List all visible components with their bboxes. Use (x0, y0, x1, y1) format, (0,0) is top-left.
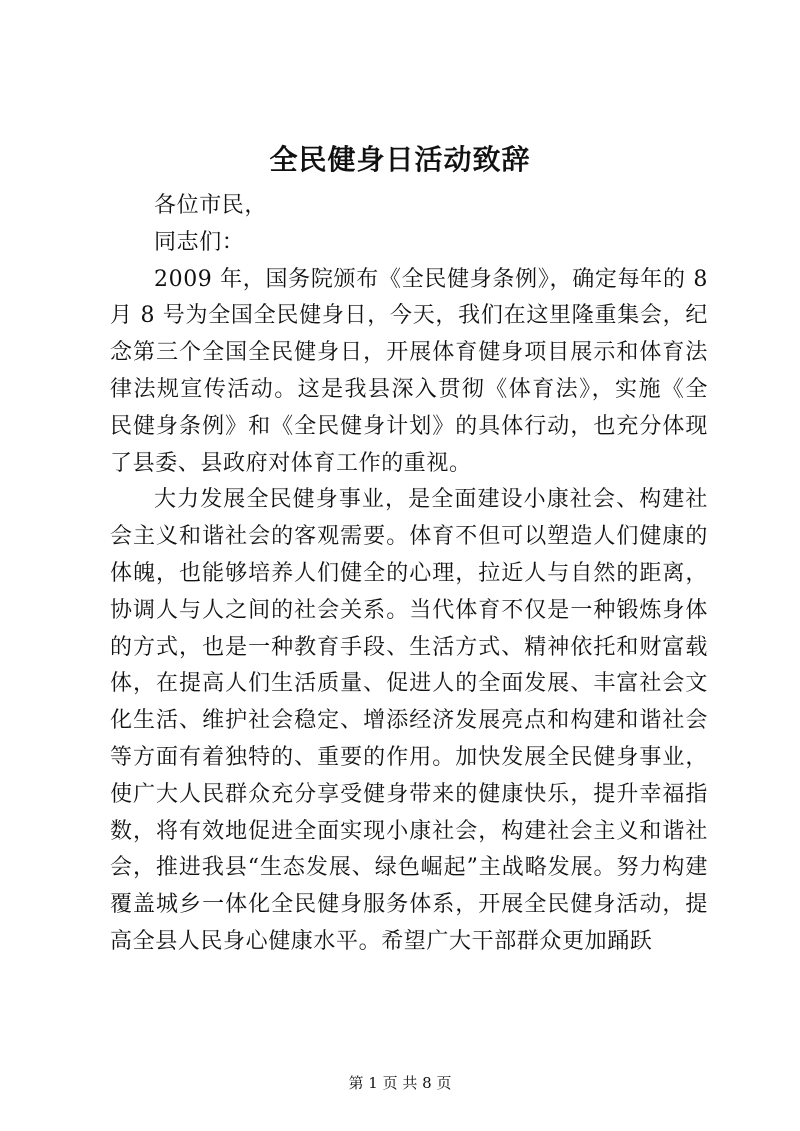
paragraph-2: 大力发展全民健身事业，是全面建设小康社会、构建社会主义和谐社会的客观需要。体育不但可以塑造人们健康的体魄，也能够培养人们健全的心理，拉近人与自然的距离，协调人与人之间的社会关系。当代体育不仅是一种锻炼身体的方式，也是一种教育手段、生活方式、精神依托和财富载体，在提高人们生活质量、促进人的全面发展、丰富社会文化生活、维护社会稳定、增添经济发展亮点和构建和谐社会等方面有着独特的、重要的作用。加快发展全民健身事业，使广大人民群众充分享受健身带来的健康快乐，提升幸福指数，将有效地促进全面实现小康社会，构建社会主义和谐社会，推进我县“生态发展、绿色崛起”主战略发展。努力构建覆盖城乡一体化全民健身服务体系，开展全民健身活动，提高全县人民身心健康水平。希望广大干部群众更加踊跃 (110, 487, 708, 954)
document-body (110, 188, 708, 961)
paragraph-1: 2009 年，国务院颁布《全民健身条例》，确定每年的 8 月 8 号为全国全民健身日，今天，我们在这里隆重集会，纪念第三个全国全民健身日，开展体育健身项目展示和体育法律法规宣传活动。这是我县深入贯彻《体育法》，实施《全民健身条例》和《全民健身计划》的具体行动，也充分体现了县委、县政府对体育工作的重视。 (110, 266, 708, 476)
document-title: 全民健身日活动致辞 (269, 143, 531, 176)
salutation-comrades: 同志们： (154, 229, 245, 255)
salutation-citizens: 各位市民， (154, 193, 268, 218)
page-number-footer: 第 1 页 共 8 页 (348, 1074, 452, 1092)
